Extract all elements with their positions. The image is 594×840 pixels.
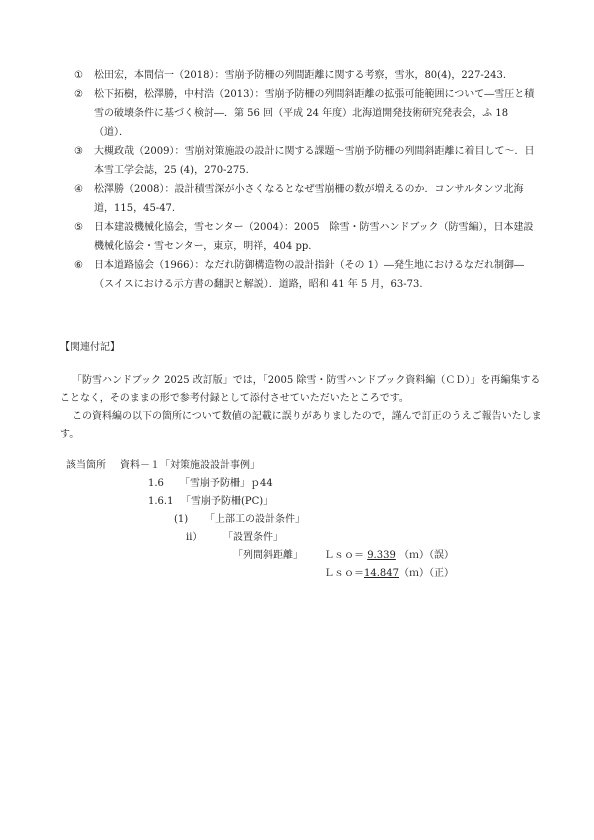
- correction-item-setting: 「設置条件」: [223, 532, 283, 543]
- value-suffix: （ｍ）（誤）: [399, 550, 455, 561]
- reference-text: 松下拓樹，松澤勝，中村浩（2013）：雪崩予防柵の列間斜距離の拡張可能範囲について―雪圧と積雪の破壊条件に基づく検討―．第 56 回（平成 24 年度）北海道開発技術研究発表会，ふ 18（道）．: [94, 89, 535, 138]
- reference-item: [66, 256, 536, 294]
- correction-number-setting: ⅱ）: [186, 532, 203, 543]
- reference-item: [66, 218, 536, 256]
- value-suffix: （ｍ）（正）: [399, 568, 454, 579]
- reference-item: [66, 85, 536, 142]
- wrong-value: 9.339: [367, 550, 396, 561]
- reference-item: [66, 180, 536, 218]
- correction-label: 該当箇所: [66, 460, 106, 471]
- reference-number: ⑥: [74, 260, 83, 271]
- correction-number-condition: (1): [174, 514, 189, 525]
- correction-paragraph: この資料編の以下の箇所について数値の記載に誤りがありましたので，謹んで訂正のうえご報告いたします。: [60, 411, 542, 440]
- reference-text: 松澤勝（2008）：設計積雪深が小さくなるとなぜ雪崩柵の数が増えるのか．コンサルタンツ北海道，115，45-47.: [94, 184, 524, 214]
- reference-number: ①: [74, 70, 83, 81]
- value-line-wrong: [324, 548, 454, 564]
- correction-item-subsection: 「雪崩予防柵(PC)」: [181, 496, 274, 507]
- section-title: 【関連付記】: [60, 342, 120, 353]
- reference-number: ②: [74, 89, 83, 100]
- correction-item-distance: 「列間斜距離」: [233, 550, 303, 561]
- reference-list: [66, 66, 536, 294]
- reference-text: 大槻政哉（2009）：雪崩対策施設の設計に関する課題～雪崩予防柵の列間斜距離に着目して～．日本雪工学会誌，25 (4)，270-275.: [94, 146, 535, 176]
- reference-item: [66, 142, 536, 180]
- correction-item-document: 資料－１「対策施設設計事例」: [120, 460, 260, 471]
- reference-number: ③: [74, 146, 83, 157]
- reference-text: 日本道路協会（1966）：なだれ防御構造物の設計指針（その 1）―発生地におけるなだれ制御―（スイスにおける示方書の翻訳と解説）．道路，昭和 41 年 5 月，63-73.: [94, 260, 524, 290]
- reference-item: [66, 66, 536, 85]
- correction-number-section: 1.6: [148, 478, 164, 489]
- correct-value: 14.847: [364, 568, 399, 579]
- correction-item-condition: 「上部工の設計条件」: [205, 514, 305, 525]
- value-prefix: Ｌｓｏ＝: [324, 568, 364, 579]
- reference-text: 日本建設機械化協会，雪センター（2004）：2005 除雪・防雪ハンドブック（防雪編），日本建設機械化協会・雪センター，東京，明祥，404 pp.: [94, 222, 534, 252]
- correction-item-section: 「雪崩予防柵」ｐ44: [180, 478, 273, 489]
- value-prefix: Ｌｓｏ＝: [324, 550, 364, 561]
- reference-number: ④: [74, 184, 83, 195]
- correction-number-subsection: 1.6.1: [148, 496, 174, 507]
- intro-paragraph: 「防雪ハンドブック 2025 改訂版」では，「2005 除雪・防雪ハンドブック資料編（ＣＤ）」を再編集することなく，そのままの形で参考付録として添付させていただいたところです。: [60, 375, 541, 404]
- reference-text: 松田宏，本間信一（2018）：雪崩予防柵の列間距離に関する考察，雪氷，80(4)，227-243.: [94, 70, 507, 81]
- reference-number: ⑤: [74, 222, 83, 233]
- value-line-correct: [324, 566, 454, 582]
